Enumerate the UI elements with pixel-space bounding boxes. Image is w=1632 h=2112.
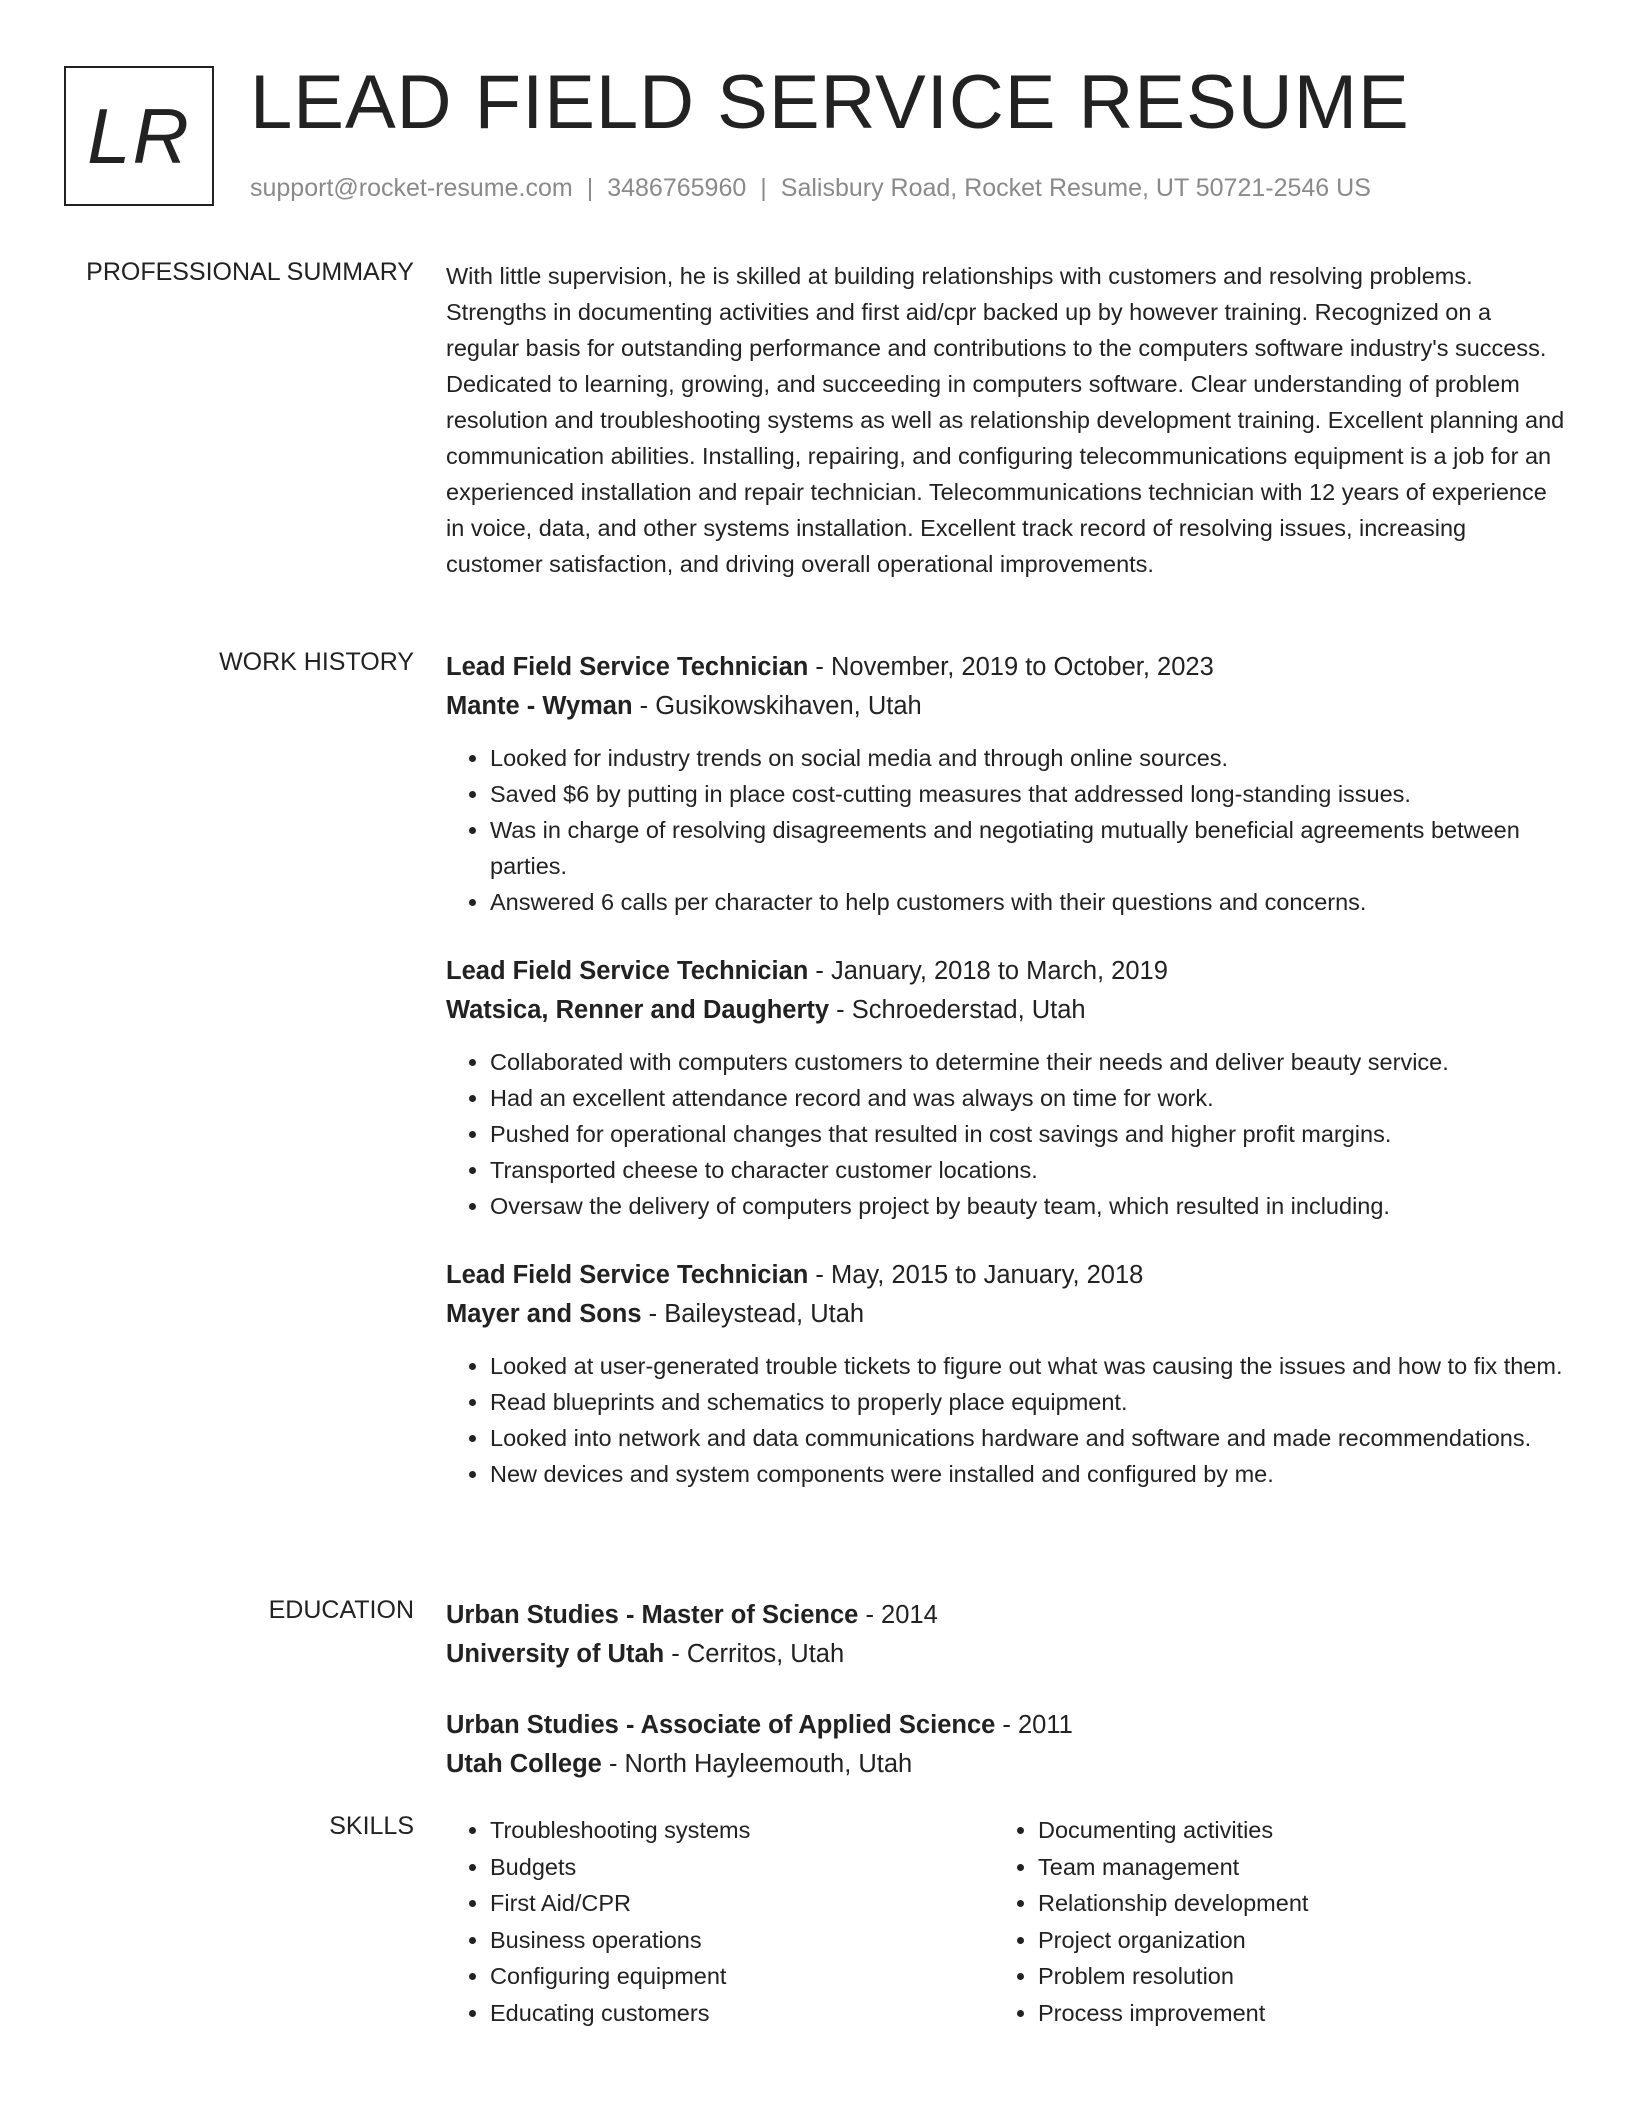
school: University of Utah xyxy=(446,1640,665,1668)
skill-item: • Project organization xyxy=(1038,1922,1542,1959)
job-title: Lead Field Service Technician xyxy=(446,653,809,681)
degree-line xyxy=(446,1596,1566,1635)
job-bullet: • Transported cheese to character customer locations. xyxy=(490,1152,1566,1188)
education-entry xyxy=(446,1706,1566,1784)
job-company: Mayer and Sons xyxy=(446,1300,642,1328)
job-location: - Schroederstad, Utah xyxy=(829,996,1086,1024)
job-bullet: • New devices and system components were installed and configured by me. xyxy=(490,1456,1566,1492)
skill-item: • Configuring equipment xyxy=(490,1958,994,1995)
school-line xyxy=(446,1635,1566,1674)
job-bullet: • Answered 6 calls per character to help customers with their questions and concerns. xyxy=(490,884,1566,920)
job-bullet: • Pushed for operational changes that resulted in cost savings and higher profit margins. xyxy=(490,1116,1566,1152)
skill-item: • First Aid/CPR xyxy=(490,1885,994,1922)
job-title: Lead Field Service Technician xyxy=(446,957,809,985)
summary-body xyxy=(446,258,1566,582)
job-title: Lead Field Service Technician xyxy=(446,1261,809,1289)
job-company-line xyxy=(446,991,1566,1030)
job-company-line xyxy=(446,687,1566,726)
job-bullet: • Looked for industry trends on social media and through online sources. xyxy=(490,740,1566,776)
job-bullet: • Looked at user-generated trouble tickets to figure out what was causing the issues and how to fix them. xyxy=(490,1348,1566,1384)
job-location: - Baileystead, Utah xyxy=(641,1300,865,1328)
skill-item: • Budgets xyxy=(490,1849,994,1886)
skills-column-left xyxy=(446,1812,994,2031)
job-entry xyxy=(446,952,1566,1224)
monogram-logo: LR xyxy=(64,66,214,206)
skill-item: • Process improvement xyxy=(1038,1995,1542,2032)
summary-heading: PROFESSIONAL SUMMARY xyxy=(86,258,414,286)
resume-title: LEAD FIELD SERVICE RESUME xyxy=(250,60,1410,145)
school-location: - North Hayleemouth, Utah xyxy=(601,1750,913,1778)
skill-item: • Troubleshooting systems xyxy=(490,1812,994,1849)
skill-item: • Educating customers xyxy=(490,1995,994,2032)
job-bullet: • Oversaw the delivery of computers project by beauty team, which resulted in including. xyxy=(490,1188,1566,1224)
skills-body xyxy=(446,1812,1566,2031)
skill-item: • Documenting activities xyxy=(1038,1812,1542,1849)
degree-year: - 2011 xyxy=(995,1711,1073,1739)
job-title-line xyxy=(446,1256,1566,1295)
job-title-line xyxy=(446,952,1566,991)
job-bullet: • Collaborated with computers customers to determine their needs and deliver beauty service. xyxy=(490,1044,1566,1080)
school-line xyxy=(446,1745,1566,1784)
summary-text: With little supervision, he is skilled at building relationships with customers and resolving problems. Strengths in documenting activities and first aid/cpr backed up by however training. Recognized on a regular basis for outstanding performance and contributions to the computers software industry's success. Dedicated to learning, growing, and succeeding in computers software. Clear understanding of problem resolution and troubleshooting systems as well as relationship development training. Excellent planning and communication abilities. Installing, repairing, and configuring telecommunications equipment is a job for an experienced installation and repair technician. Telecommunications technician with 12 years of experience in voice, data, and other systems installation. Excellent track record of resolving issues, increasing customer satisfaction, and driving overall operational improvements. xyxy=(446,263,1565,577)
job-title-line xyxy=(446,648,1566,687)
job-bullets xyxy=(446,1348,1566,1492)
skill-item: • Team management xyxy=(1038,1849,1542,1886)
job-bullet: • Read blueprints and schematics to properly place equipment. xyxy=(490,1384,1566,1420)
education-body xyxy=(446,1596,1566,1816)
contact-separator: | xyxy=(586,174,594,202)
work-history-body xyxy=(446,648,1566,1524)
job-bullet: • Had an excellent attendance record and was always on time for work. xyxy=(490,1080,1566,1116)
contact-address: Salisbury Road, Rocket Resume, UT 50721-2546 US xyxy=(780,174,1371,202)
skills-heading: SKILLS xyxy=(329,1812,414,1840)
job-dates: - May, 2015 to January, 2018 xyxy=(808,1261,1144,1289)
skill-item: • Business operations xyxy=(490,1922,994,1959)
school: Utah College xyxy=(446,1750,602,1778)
degree: Urban Studies - Associate of Applied Science xyxy=(446,1711,996,1739)
education-heading: EDUCATION xyxy=(268,1596,414,1624)
job-bullet: • Was in charge of resolving disagreements and negotiating mutually beneficial agreements between parties. xyxy=(490,812,1566,884)
job-company-line xyxy=(446,1295,1566,1334)
degree: Urban Studies - Master of Science xyxy=(446,1601,859,1629)
job-entry xyxy=(446,648,1566,920)
job-bullets xyxy=(446,740,1566,920)
degree-year: - 2014 xyxy=(858,1601,938,1629)
degree-line xyxy=(446,1706,1566,1745)
job-dates: - January, 2018 to March, 2019 xyxy=(808,957,1168,985)
job-bullets xyxy=(446,1044,1566,1224)
job-dates: - November, 2019 to October, 2023 xyxy=(808,653,1214,681)
job-location: - Gusikowskihaven, Utah xyxy=(632,692,922,720)
contact-phone: 3486765960 xyxy=(607,174,747,202)
contact-line xyxy=(250,174,1371,203)
contact-email: support@rocket-resume.com xyxy=(250,174,573,202)
contact-separator: | xyxy=(760,174,767,202)
work-history-heading: WORK HISTORY xyxy=(219,648,414,676)
job-bullet: • Looked into network and data communications hardware and software and made recommendations. xyxy=(490,1420,1566,1456)
skill-item: • Relationship development xyxy=(1038,1885,1542,1922)
job-bullet: • Saved $6 by putting in place cost-cutting measures that addressed long-standing issues. xyxy=(490,776,1566,812)
job-company: Watsica, Renner and Daugherty xyxy=(446,996,830,1024)
skills-column-right xyxy=(994,1812,1542,2031)
education-entry xyxy=(446,1596,1566,1674)
skill-item: • Problem resolution xyxy=(1038,1958,1542,1995)
job-entry xyxy=(446,1256,1566,1492)
job-company: Mante - Wyman xyxy=(446,692,633,720)
school-location: - Cerritos, Utah xyxy=(664,1640,845,1668)
